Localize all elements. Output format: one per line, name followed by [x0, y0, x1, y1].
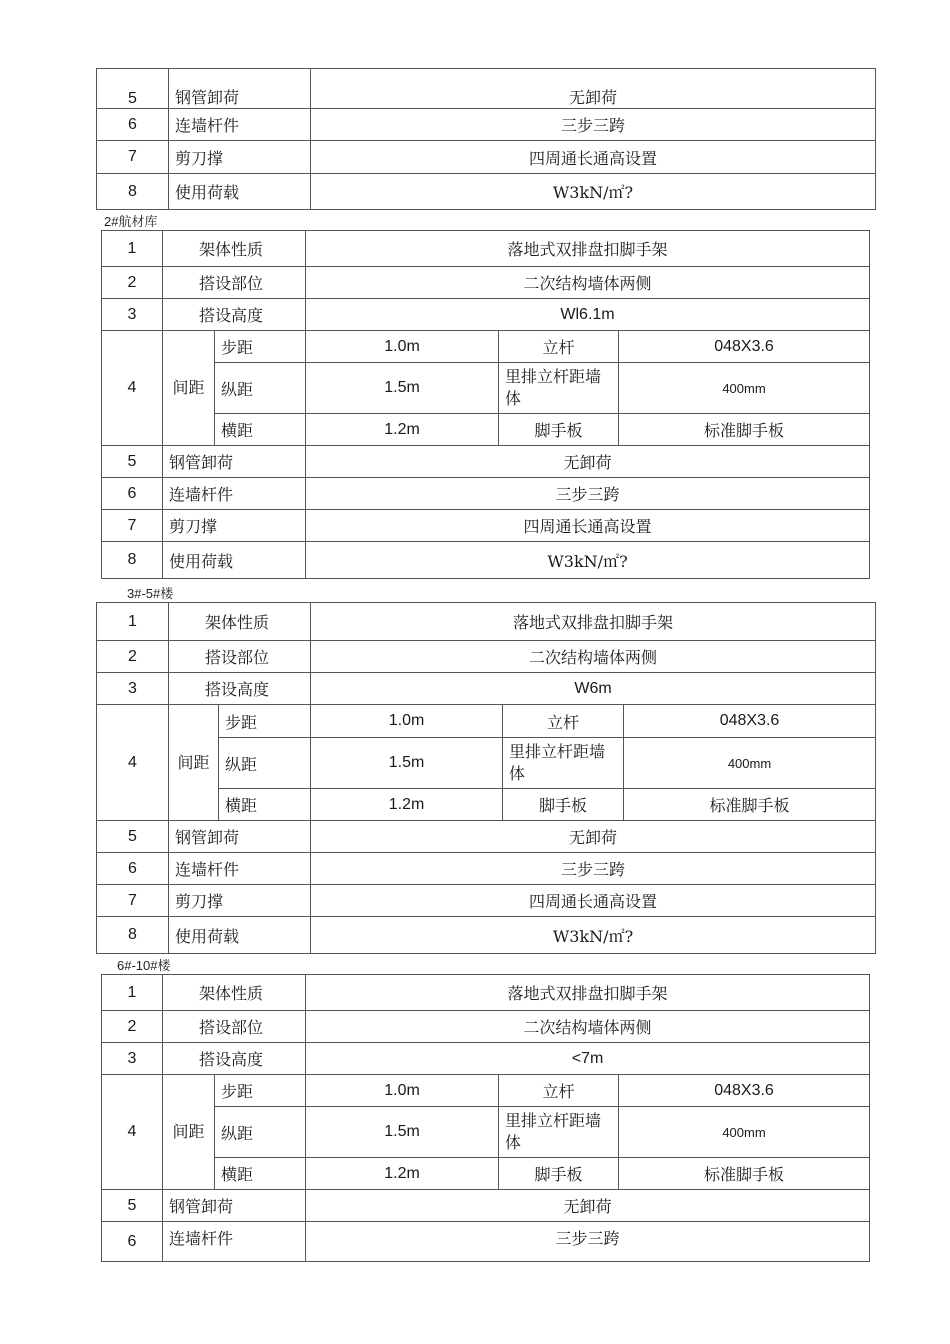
table-row — [102, 975, 870, 1011]
row-label: 搭设高度 — [169, 673, 311, 705]
row-value: 二次结构墙体两侧 — [306, 1011, 870, 1043]
table-row — [102, 231, 870, 267]
row-number: 8 — [97, 917, 169, 954]
row-value: 048X3.6 — [619, 331, 870, 363]
row-value: 1.2m — [306, 414, 499, 446]
row-value: Wl6.1m — [306, 299, 870, 331]
row-number: 5 — [102, 1190, 163, 1222]
table-row — [102, 446, 870, 478]
row-number: 5 — [102, 446, 163, 478]
row-label: 里排立杆距墙体 — [499, 363, 619, 414]
spacing-group-label: 间距 — [163, 331, 215, 446]
row-label: 纵距 — [215, 363, 306, 414]
row-label: 使用荷载 — [169, 174, 311, 210]
table-row — [97, 673, 876, 705]
row-number: 4 — [102, 1075, 163, 1190]
row-number: 8 — [102, 542, 163, 579]
spacing-group-label: 间距 — [163, 1075, 215, 1190]
row-label: 里排立杆距墙体 — [499, 1107, 619, 1158]
row-value: 无卸荷 — [306, 446, 870, 478]
row-value: 四周通长通高设置 — [306, 510, 870, 542]
row-number: 2 — [102, 267, 163, 299]
table-row — [97, 917, 876, 954]
table-row — [97, 69, 876, 109]
row-number: 2 — [97, 641, 169, 673]
row-value: 落地式双排盘扣脚手架 — [306, 231, 870, 267]
row-label: 钢管卸荷 — [163, 446, 306, 478]
table-row — [102, 478, 870, 510]
row-value: 048X3.6 — [624, 705, 876, 738]
row-number: 6 — [97, 853, 169, 885]
row-number: 4 — [97, 705, 169, 821]
row-label: 脚手板 — [499, 414, 619, 446]
table-row — [102, 331, 870, 363]
table-row — [102, 414, 870, 446]
row-label: 搭设部位 — [163, 1011, 306, 1043]
row-label: 钢管卸荷 — [163, 1190, 306, 1222]
row-value: 1.5m — [311, 738, 503, 789]
row-label: 立杆 — [503, 705, 624, 738]
table-row — [102, 267, 870, 299]
row-value: 1.5m — [306, 1107, 499, 1158]
row-label: 剪刀撑 — [163, 510, 306, 542]
table-row — [102, 1158, 870, 1190]
row-value: 1.2m — [306, 1158, 499, 1190]
spec-table — [101, 974, 870, 1262]
row-value: 1.5m — [306, 363, 499, 414]
row-label: 脚手板 — [499, 1158, 619, 1190]
row-number: 3 — [102, 1043, 163, 1075]
table-row — [102, 510, 870, 542]
row-value: 048X3.6 — [619, 1075, 870, 1107]
table-row — [97, 603, 876, 641]
row-value: 四周通长通高设置 — [311, 885, 876, 917]
row-label: 搭设高度 — [163, 1043, 306, 1075]
row-label: 立杆 — [499, 1075, 619, 1107]
table-row — [97, 821, 876, 853]
table-row — [97, 705, 876, 738]
row-value: W6m — [311, 673, 876, 705]
row-number: 7 — [97, 141, 169, 174]
table-row — [97, 641, 876, 673]
row-value: 三步三跨 — [306, 1222, 870, 1262]
row-number: 3 — [102, 299, 163, 331]
row-value: W3kN/㎡? — [311, 174, 876, 210]
row-value: 400mm — [619, 363, 870, 414]
table-row — [97, 885, 876, 917]
row-number: 4 — [102, 331, 163, 446]
row-value: 1.2m — [311, 789, 503, 821]
row-number: 8 — [97, 174, 169, 210]
table-row — [102, 363, 870, 414]
row-value: 二次结构墙体两侧 — [311, 641, 876, 673]
row-value: 400mm — [619, 1107, 870, 1158]
row-label: 连墙杆件 — [169, 109, 311, 141]
row-value: 二次结构墙体两侧 — [306, 267, 870, 299]
table-row — [102, 1222, 870, 1262]
row-label: 脚手板 — [503, 789, 624, 821]
table-row — [97, 853, 876, 885]
row-label: 连墙杆件 — [169, 853, 311, 885]
spacing-group-label: 间距 — [169, 705, 219, 821]
row-value: <7m — [306, 1043, 870, 1075]
row-value: 1.0m — [311, 705, 503, 738]
row-value: 四周通长通高设置 — [311, 141, 876, 174]
row-label: 横距 — [215, 414, 306, 446]
spec-table — [101, 230, 870, 579]
table-row — [97, 141, 876, 174]
spec-table-continued — [96, 68, 876, 210]
row-number: 1 — [97, 603, 169, 641]
table-row — [102, 1043, 870, 1075]
row-label: 立杆 — [499, 331, 619, 363]
row-label: 架体性质 — [169, 603, 311, 641]
row-value: 落地式双排盘扣脚手架 — [311, 603, 876, 641]
table-row — [97, 174, 876, 210]
row-label: 横距 — [215, 1158, 306, 1190]
row-label: 搭设高度 — [163, 299, 306, 331]
row-value: 无卸荷 — [311, 821, 876, 853]
row-number: 6 — [102, 1222, 163, 1262]
row-number: 6 — [97, 109, 169, 141]
row-number: 2 — [102, 1011, 163, 1043]
row-label: 纵距 — [219, 738, 311, 789]
row-value: 落地式双排盘扣脚手架 — [306, 975, 870, 1011]
section-caption: 6#-10#楼 — [117, 958, 171, 973]
row-number: 3 — [97, 673, 169, 705]
row-label: 横距 — [219, 789, 311, 821]
section-caption: 2#航材库 — [104, 214, 158, 229]
spec-table — [96, 602, 876, 954]
row-number: 7 — [102, 510, 163, 542]
row-number: 5 — [97, 821, 169, 853]
row-label: 连墙杆件 — [163, 478, 306, 510]
table-row — [102, 1107, 870, 1158]
row-number: 1 — [102, 231, 163, 267]
row-number: 5 — [97, 69, 169, 109]
row-number: 1 — [102, 975, 163, 1011]
row-label: 架体性质 — [163, 975, 306, 1011]
row-label: 纵距 — [215, 1107, 306, 1158]
row-label: 钢管卸荷 — [169, 821, 311, 853]
row-value: 三步三跨 — [311, 853, 876, 885]
section-caption: 3#-5#楼 — [127, 586, 174, 601]
table-row — [102, 1011, 870, 1043]
table-row — [102, 1075, 870, 1107]
table-row — [102, 1190, 870, 1222]
row-value: 标准脚手板 — [619, 1158, 870, 1190]
row-label: 连墙杆件 — [163, 1222, 306, 1262]
row-value: 三步三跨 — [311, 109, 876, 141]
row-label: 剪刀撑 — [169, 141, 311, 174]
row-value: W3kN/㎡? — [311, 917, 876, 954]
table-row — [97, 109, 876, 141]
row-value: W3kN/㎡? — [306, 542, 870, 579]
row-label: 步距 — [215, 331, 306, 363]
row-label: 架体性质 — [163, 231, 306, 267]
row-label: 使用荷载 — [169, 917, 311, 954]
row-number: 7 — [97, 885, 169, 917]
row-label: 搭设部位 — [169, 641, 311, 673]
row-value: 标准脚手板 — [619, 414, 870, 446]
row-label: 钢管卸荷 — [169, 69, 311, 109]
row-value: 三步三跨 — [306, 478, 870, 510]
row-label: 步距 — [219, 705, 311, 738]
table-row — [102, 299, 870, 331]
row-label: 使用荷载 — [163, 542, 306, 579]
row-label: 剪刀撑 — [169, 885, 311, 917]
row-value: 1.0m — [306, 331, 499, 363]
row-value: 无卸荷 — [311, 69, 876, 109]
row-label: 搭设部位 — [163, 267, 306, 299]
row-value: 无卸荷 — [306, 1190, 870, 1222]
row-number: 6 — [102, 478, 163, 510]
row-value: 400mm — [624, 738, 876, 789]
row-label: 步距 — [215, 1075, 306, 1107]
table-row — [102, 542, 870, 579]
row-value: 1.0m — [306, 1075, 499, 1107]
row-value: 标准脚手板 — [624, 789, 876, 821]
row-label: 里排立杆距墙体 — [503, 738, 624, 789]
